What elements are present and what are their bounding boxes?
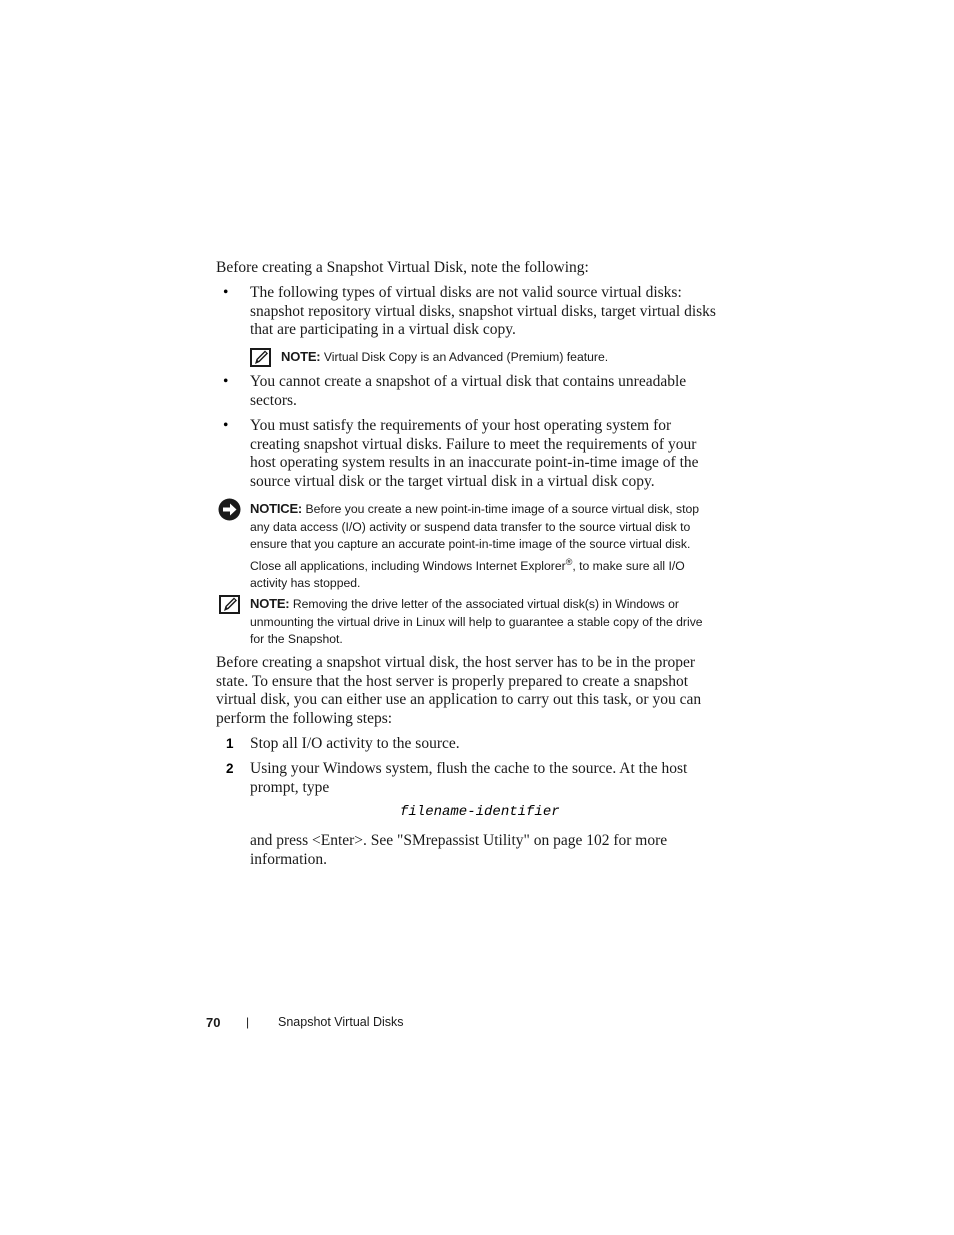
registered-mark: ® [565, 556, 573, 567]
pencil-note-icon [219, 595, 240, 614]
bullet-item-1: The following types of virtual disks are not valid source virtual disks: snapshot repository virtual disks, snapshot virtual disks, target virtual disks that are participating in a virtual disk copy. [250, 284, 716, 339]
notice-arrow-icon [218, 498, 241, 521]
step-number: 2 [226, 761, 234, 776]
bullet-item-3: You must satisfy the requirements of your host operating system for creating snapshot virtual disks. Failure to meet the requirements of your host operating system results in an inaccurate point-in-time image of the source virtual disk or the target virtual disk in a virtual disk copy. [250, 417, 699, 490]
footer-section-title: Snapshot Virtual Disks [278, 1015, 404, 1029]
bullet-marker: • [223, 417, 229, 434]
notice-text: Before you create a new point-in-time image of a source virtual disk, stop any data access (I/O) activity or suspend data transfer to the source virtual disk to ensure that you capture an accurate point-in-time image of the source virtual disk. Close all applications, including Windows Internet Explorer [250, 502, 700, 573]
step-number: 1 [226, 736, 234, 751]
footer-separator: | [246, 1015, 250, 1029]
note-label: NOTE: [250, 596, 290, 611]
page-number: 70 [206, 1015, 221, 1030]
notice-text-end: , to make sure all I/O activity has stopped. [250, 558, 685, 591]
step-1-text: Stop all I/O activity to the source. [250, 735, 460, 752]
notice-block [250, 500, 720, 593]
step-2-continuation: and press <Enter>. See "SMrepassist Utility" on page 102 for more information. [250, 832, 668, 868]
note-label: NOTE: [281, 349, 321, 364]
host-state-paragraph: Before creating a snapshot virtual disk, the host server has to be in the proper state. To ensure that the host server is properly prepared to create a snapshot virtual disk, you can either use an application to carry out this task, or you can perform the following steps: [216, 654, 702, 727]
note-text: Removing the drive letter of the associated virtual disk(s) in Windows or unmounting the virtual drive in Linux will help to guarantee a stable copy of the drive for the Snapshot. [250, 597, 703, 646]
bullet-item-2: You cannot create a snapshot of a virtual disk that contains unreadable sectors. [250, 373, 687, 409]
notice-label: NOTICE: [250, 501, 303, 516]
bullet-marker: • [223, 373, 229, 390]
note-2 [250, 595, 710, 649]
pencil-note-icon [250, 348, 271, 367]
command-text: filename-identifier [400, 804, 560, 820]
note-text: Virtual Disk Copy is an Advanced (Premium) feature. [323, 350, 609, 364]
note-1 [281, 348, 721, 367]
step-2-text: Using your Windows system, flush the cache to the source. At the host prompt, type [250, 760, 688, 796]
intro-paragraph: Before creating a Snapshot Virtual Disk, note the following: [216, 259, 589, 276]
bullet-marker: • [223, 284, 229, 301]
